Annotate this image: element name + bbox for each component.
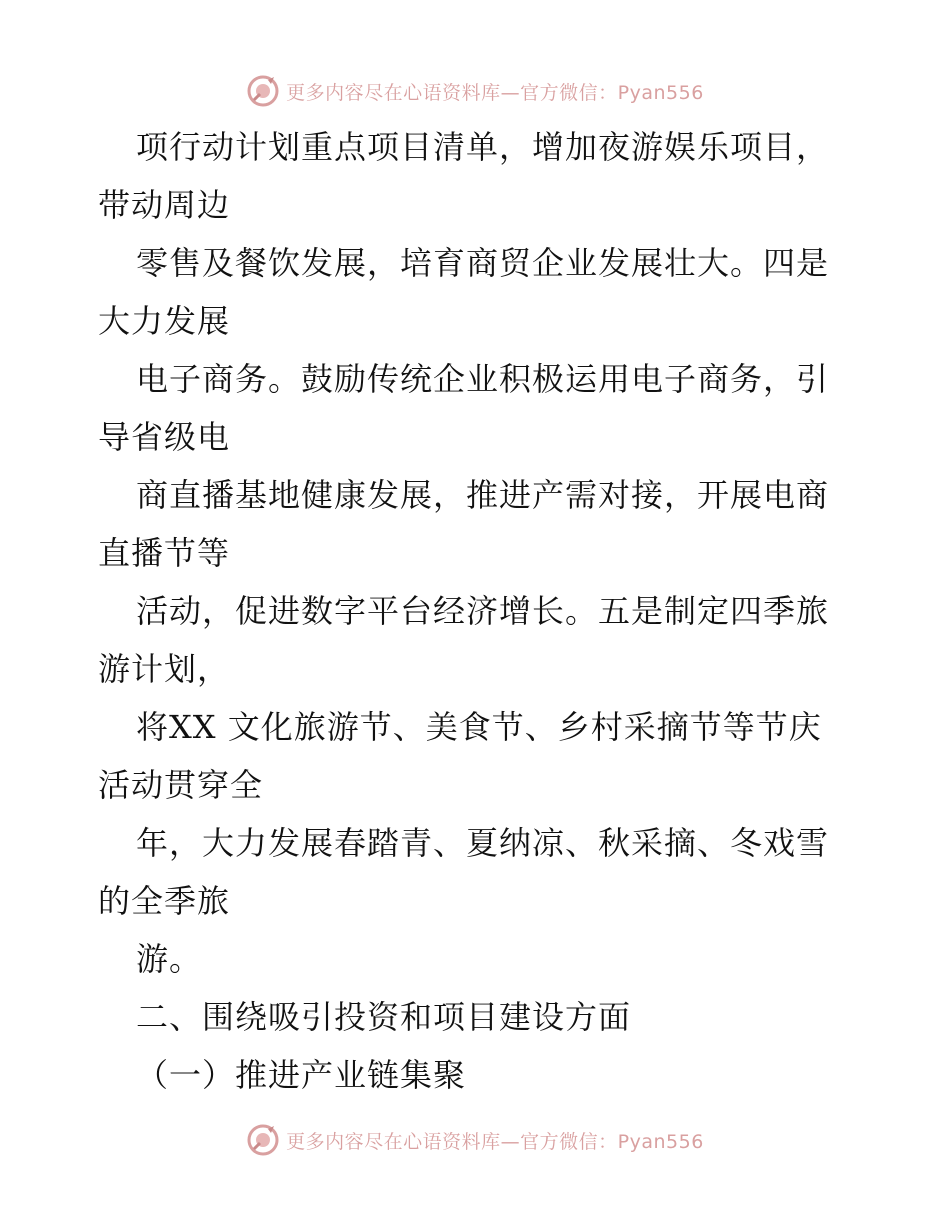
body-line: 活动贯穿全 bbox=[98, 766, 264, 804]
subsection-heading: （一）推进产业链集聚 bbox=[136, 1056, 467, 1094]
body-line: 商直播基地健康发展，推进产需对接，开展电商 bbox=[136, 476, 830, 514]
document-body bbox=[98, 118, 858, 1104]
body-line: 的全季旅 bbox=[98, 882, 231, 920]
body-line: 直播节等 bbox=[98, 534, 231, 572]
body-line: 零售及餐饮发展，培育商贸企业发展壮大。四是 bbox=[136, 244, 830, 282]
body-line: 游计划， bbox=[98, 650, 231, 688]
body-line: 将XX 文化旅游节、美食节、乡村采摘节等节庆 bbox=[136, 708, 822, 746]
footer-watermark bbox=[0, 1120, 950, 1160]
body-line: 游。 bbox=[136, 940, 203, 978]
body-line: 活动，促进数字平台经济增长。五是制定四季旅 bbox=[136, 592, 830, 630]
body-line: 年，大力发展春踏青、夏纳凉、秋采摘、冬戏雪 bbox=[136, 824, 830, 862]
watermark-text: 更多内容尽在心语资料库—官方微信：Pyan556 bbox=[286, 81, 704, 104]
watermark-logo-icon bbox=[246, 74, 280, 108]
body-line: 导省级电 bbox=[98, 418, 231, 456]
body-line: 电子商务。鼓励传统企业积极运用电子商务，引 bbox=[136, 360, 830, 398]
body-line: 大力发展 bbox=[98, 302, 231, 340]
watermark-logo-icon bbox=[246, 1123, 280, 1157]
body-line: 带动周边 bbox=[98, 186, 231, 224]
header-watermark bbox=[0, 71, 950, 111]
body-line: 项行动计划重点项目清单，增加夜游娱乐项目， bbox=[136, 128, 830, 166]
watermark-text: 更多内容尽在心语资料库—官方微信：Pyan556 bbox=[286, 1130, 704, 1153]
section-heading: 二、围绕吸引投资和项目建设方面 bbox=[136, 998, 632, 1036]
